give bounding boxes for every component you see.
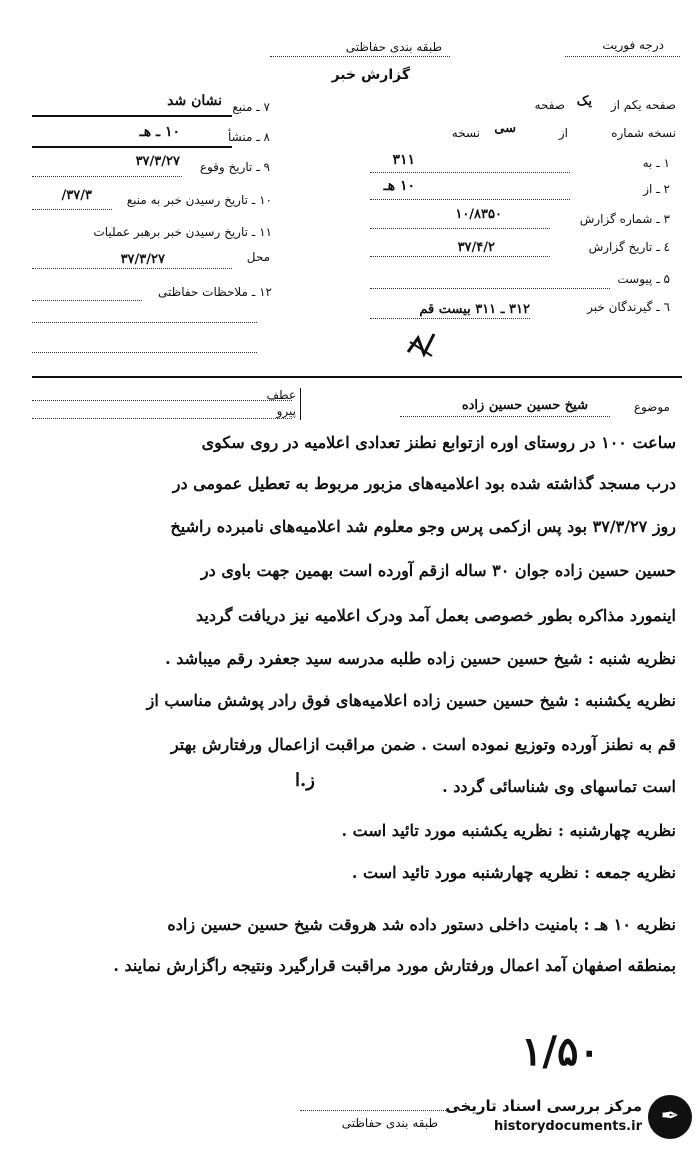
archive-logo [432,1093,692,1143]
body-line: نظریه یکشنبه : شیخ حسین حسین زاده اعلامیه‌های فوق رادر پوشش مناسب از [146,691,676,710]
field-recipients-line [370,318,530,319]
copy-number-from: از [558,126,568,140]
followup-label: پیرو [276,404,296,418]
copy-number-unit: نسخه [451,126,480,140]
field-place-line [32,268,232,269]
page-number-annotation: ۱/۵۰ [520,1028,600,1075]
urgency-line [565,56,680,57]
archive-url[interactable]: historydocuments.ir [493,1119,642,1134]
body-line: ساعت ۱۰۰ در روستای اوره ازتوابع نطنز تعدادی اعلامیه در روی سکوی [201,433,676,452]
subject-value: شیخ حسین حسین زاده [461,398,588,413]
field-source-label: ۷ ـ منبع [232,100,270,114]
field-occurrence-date-label: ۹ ـ تاریخ وقوع [199,160,270,174]
footer-classification-line [300,1110,450,1111]
field-recipients-label: ٦ ـ گیرندگان خبر [587,300,670,314]
classification-line [270,56,450,57]
classification-label: طبقه بندی حفاظتی [345,40,442,54]
archive-seal-icon: ✒ [648,1095,692,1139]
field-from-value: ۱۰ هـ [383,178,415,194]
ref-label: عطف [266,388,296,402]
page-count-value: یک [576,94,592,109]
copy-number-value: سی [494,121,516,136]
field-source-value: نشان شد [167,93,222,109]
field-attachment-label: ۵ ـ پیوست [617,272,670,286]
field-operations-receipt-date-label: ۱۱ ـ تاریخ رسیدن خبر برهبر عملیات [93,225,272,239]
field-to-line [370,172,570,173]
body-line: است تماسهای وی شناسائی گردد . [442,777,676,796]
report-title: گزارش خبر [331,67,410,83]
urgency-label: درجه فوریت [602,38,664,52]
field-report-number-line [370,228,550,229]
field-origin-label: ۸ ـ منشأ [227,130,270,144]
field-security-notes-line-1 [32,300,142,301]
field-place-label: محل [246,250,270,264]
followup-line [32,418,292,419]
field-from-label: ۲ ـ از [643,182,670,196]
field-place-value: ۳۷/۳/۲۷ [120,252,165,267]
field-source-receipt-date-value: ۳۷/۳/ [61,188,92,203]
body-line: نظریه جمعه : نظریه چهارشنبه مورد تائید است . [351,863,676,882]
field-recipients-value: ۳۱۲ ـ ۳۱۱ بیست قم [419,302,530,317]
page-count-label: صفحه یکم از [610,98,676,112]
field-attachment-line [370,288,610,289]
field-to-value: ۳۱۱ [392,152,415,168]
field-occurrence-date-line [32,176,182,177]
copy-number-label: نسخه شماره [611,126,676,140]
ref-separator [300,388,301,420]
body-line: درب مسجد گذاشته شده بود اعلامیه‌های مزبور مربوط به تعطیل عمومی در [172,474,676,493]
field-occurrence-date-value: ۳۷/۳/۲۷ [135,154,180,169]
archive-name: مرکز بررسی اسناد تاریخی [445,1097,642,1115]
field-report-date-line [370,256,550,257]
field-report-date-label: ٤ ـ تاریخ گزارش [588,240,670,254]
body-line: بمنطقه اصفهان آمد اعمال ورفتارش مورد مراقبت قرارگیرد ونتیجه راگزارش نمایند . [113,956,676,975]
subject-label: موضوع [633,400,670,414]
field-report-number-value: ۱۰/۸۳۵۰ [455,207,502,222]
field-origin-line [32,146,232,148]
checkmark-icon [404,330,438,360]
page-count-unit: صفحه [534,98,565,112]
field-security-notes-line-3 [32,352,257,353]
subject-line [400,416,610,417]
body-line: نظریه شنبه : شیخ حسین حسین زاده طلبه مدرسه سید جعفرد رقم میباشد . [165,649,676,668]
body-line: نظریه چهارشنبه : نظریه یکشنبه مورد تائید است . [341,821,676,840]
field-report-number-label: ۳ ـ شماره گزارش [579,212,670,226]
body-line: اینمورد مذاکره بطور خصوصی بعمل آمد ودرک اعلامیه نیز دریافت گردید [196,606,676,625]
field-source-line [32,115,232,117]
field-origin-value: ۱۰ ـ هـ [139,124,180,140]
field-report-date-value: ۳۷/۴/۲ [457,240,495,255]
body-line: حسین حسین زاده جوان ۳۰ ساله ازقم آورده است بهمین جهت باوی در [200,561,676,580]
initials-annotation: ز.ا [295,770,315,791]
field-to-label: ۱ ـ به [642,156,670,170]
ref-line [32,400,292,401]
field-source-receipt-date-label: ۱۰ ـ تاریخ رسیدن خبر به منبع [126,193,272,207]
field-from-line [370,199,570,200]
body-line: روز ۳۷/۳/۲۷ بود پس ازکمی پرس وجو معلوم شد اعلامیه‌های نامبرده راشیخ [170,517,676,536]
field-security-notes-label: ۱۲ ـ ملاحظات حفاظتی [158,285,272,299]
header-divider [32,376,682,378]
field-source-receipt-date-line [32,209,112,210]
body-line: نظریه ۱۰ هـ : بامنیت داخلی دستور داده شد هروقت شیخ حسین حسین زاده [167,915,676,934]
body-line: قم به نطنز آورده وتوزیع نموده است . ضمن مراقبت ازاعمال ورفتارش بهتر [170,735,676,754]
footer-classification-label: طبقه بندی حفاظتی [341,1116,438,1130]
field-security-notes-line-2 [32,322,257,323]
